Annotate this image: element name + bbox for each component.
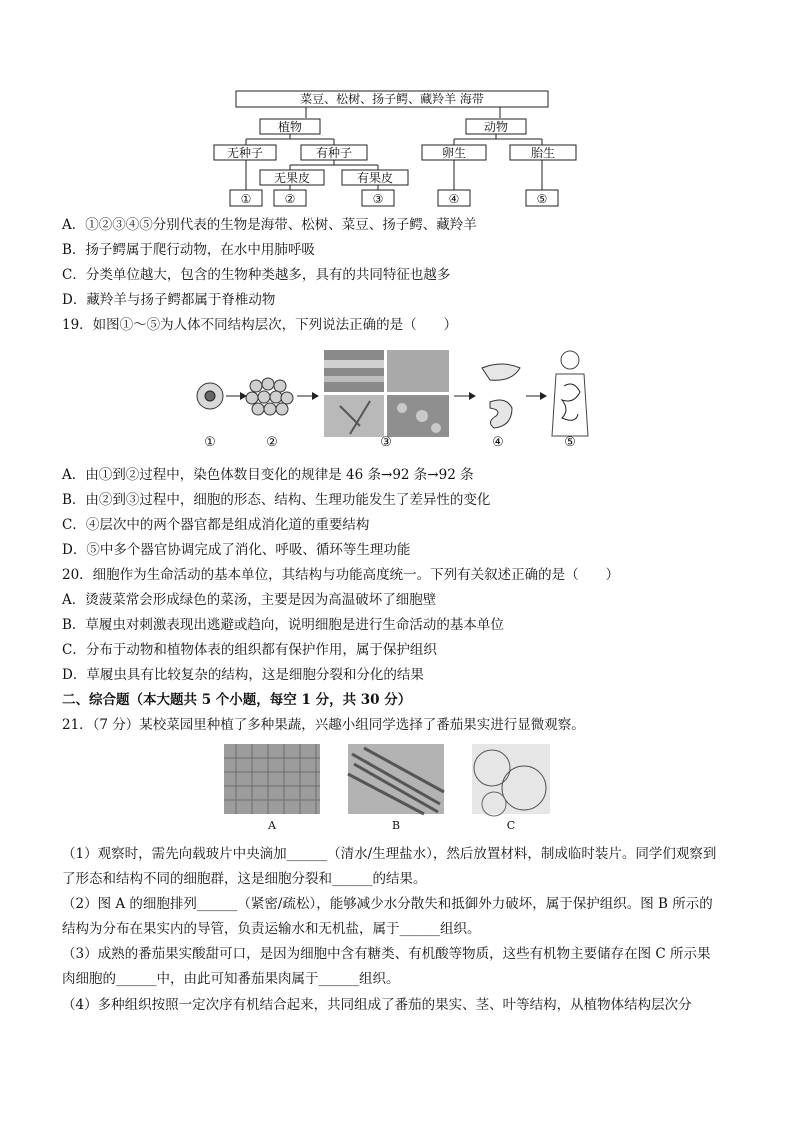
q18-option-c: C．分类单位越大，包含的生物种类越多，具有的共同特征也越多 [62, 267, 451, 283]
micrograph-a [224, 744, 320, 814]
q20-option-c: C．分布于动物和植物体表的组织都有保护作用，属于保护组织 [62, 642, 437, 658]
q18-option-d: D．藏羚羊与扬子鳄都属于脊椎动物 [62, 292, 276, 308]
micrograph-a-label: A [268, 819, 276, 832]
q21-part-4: （4）多种组织按照一定次序有机结合起来，共同组成了番茄的果实、茎、叶等结构，从植物体结构层次分 [62, 997, 692, 1013]
tree-viviparous-label: 胎生 [530, 146, 556, 160]
human-system-image [552, 351, 588, 436]
q19-stem: 19．如图①～⑤为人体不同结构层次，下列说法正确的是（ ） [62, 317, 458, 333]
section-2-heading: 二、综合题（本大题共 5 个小题，每空 1 分，共 30 分） [62, 692, 412, 708]
q18-option-a: A．①②③④⑤分别代表的生物是海带、松树、菜豆、扬子鳄、藏羚羊 [62, 217, 477, 233]
q20-stem: 20．细胞作为生命活动的基本单位，其结构与功能高度统一。下列有关叙述正确的是（ ） [62, 567, 620, 583]
tree-leaf-2: ② [284, 192, 296, 206]
q19-option-c: C．④层次中的两个器官都是组成消化道的重要结构 [62, 517, 370, 533]
q21-stem: 21．（7 分）某校菜园里种植了多种果蔬，兴趣小组同学选择了番茄果实进行显微观察。 [62, 717, 585, 733]
tree-oviparous-label: 卵生 [441, 146, 467, 160]
q21-part-1: （1）观察时，需先向载玻片中央滴加______（清水/生理盐水），然后放置材料，制成临时装片。同学们观察到了形态和结构不同的细胞群，这是细胞分裂和______的结果。 [62, 846, 717, 887]
q21-part-3: （3）成熟的番茄果实酸甜可口，是因为细胞中含有糖类、有机酸等物质，这些有机物主要储存在图 C 所示果肉细胞的______中，由此可知番茄果肉属于______组织。 [62, 946, 711, 987]
micrograph-c-label: C [506, 819, 516, 832]
tree-seed-label: 有种子 [315, 146, 353, 160]
micrograph-b [348, 744, 444, 814]
tree-plants-label: 植物 [277, 120, 303, 134]
q21-part-2: （2）图 A 的细胞排列______（紧密/疏松），能够减少水分散失和抵御外力破坏，属于保护组织。图 B 所示的结构为分布在果实内的导管，负责运输水和无机盐，属于______组织。 [62, 896, 713, 937]
q19-label-2: ② [266, 435, 278, 450]
tree-root-label: 菜豆、松树、扬子鳄、藏羚羊 海带 [300, 92, 484, 106]
q20-option-a: A．烫菠菜常会形成绿色的菜汤，主要是因为高温破坏了细胞壁 [62, 592, 437, 608]
q19-option-d: D．⑤中多个器官协调完成了消化、呼吸、循环等生理功能 [62, 542, 411, 558]
q19-option-b: B．由②到③过程中，细胞的形态、结构、生理功能发生了差异性的变化 [62, 492, 491, 508]
q19-label-4: ④ [492, 435, 504, 450]
q19-label-5: ⑤ [564, 435, 576, 450]
organ-images [482, 364, 520, 428]
q20-option-d: D．草履虫具有比较复杂的结构，这是细胞分裂和分化的结果 [62, 667, 424, 683]
q18-option-b: B．扬子鳄属于爬行动物，在水中用肺呼吸 [62, 242, 315, 258]
micrograph-c [472, 744, 550, 816]
q19-label-1: ① [204, 435, 216, 450]
micrograph-b-label: B [391, 819, 401, 832]
classification-tree-diagram [200, 86, 600, 210]
tree-leaf-1: ① [240, 192, 252, 206]
cell-image [197, 383, 223, 409]
tree-leaf-3: ③ [372, 192, 384, 206]
q19-option-a: A．由①到②过程中，染色体数目变化的规律是 46 条→92 条→92 条 [62, 467, 474, 483]
tree-no-seed-label: 无种子 [226, 146, 264, 160]
cell-cluster-image [246, 378, 293, 415]
q20-option-b: B．草履虫对刺激表现出逃避或趋向，说明细胞是进行生命活动的基本单位 [62, 617, 504, 633]
q19-label-3: ③ [380, 435, 392, 450]
tree-leaf-5: ⑤ [536, 192, 548, 206]
tissue-images [324, 350, 449, 437]
body-structure-levels-figure [190, 346, 610, 452]
tree-no-pericarp-label: 无果皮 [273, 171, 311, 185]
tree-animals-label: 动物 [483, 120, 509, 134]
tree-pericarp-label: 有果皮 [356, 171, 394, 185]
tomato-micrograph-figure [224, 744, 550, 834]
tree-leaf-4: ④ [448, 192, 460, 206]
